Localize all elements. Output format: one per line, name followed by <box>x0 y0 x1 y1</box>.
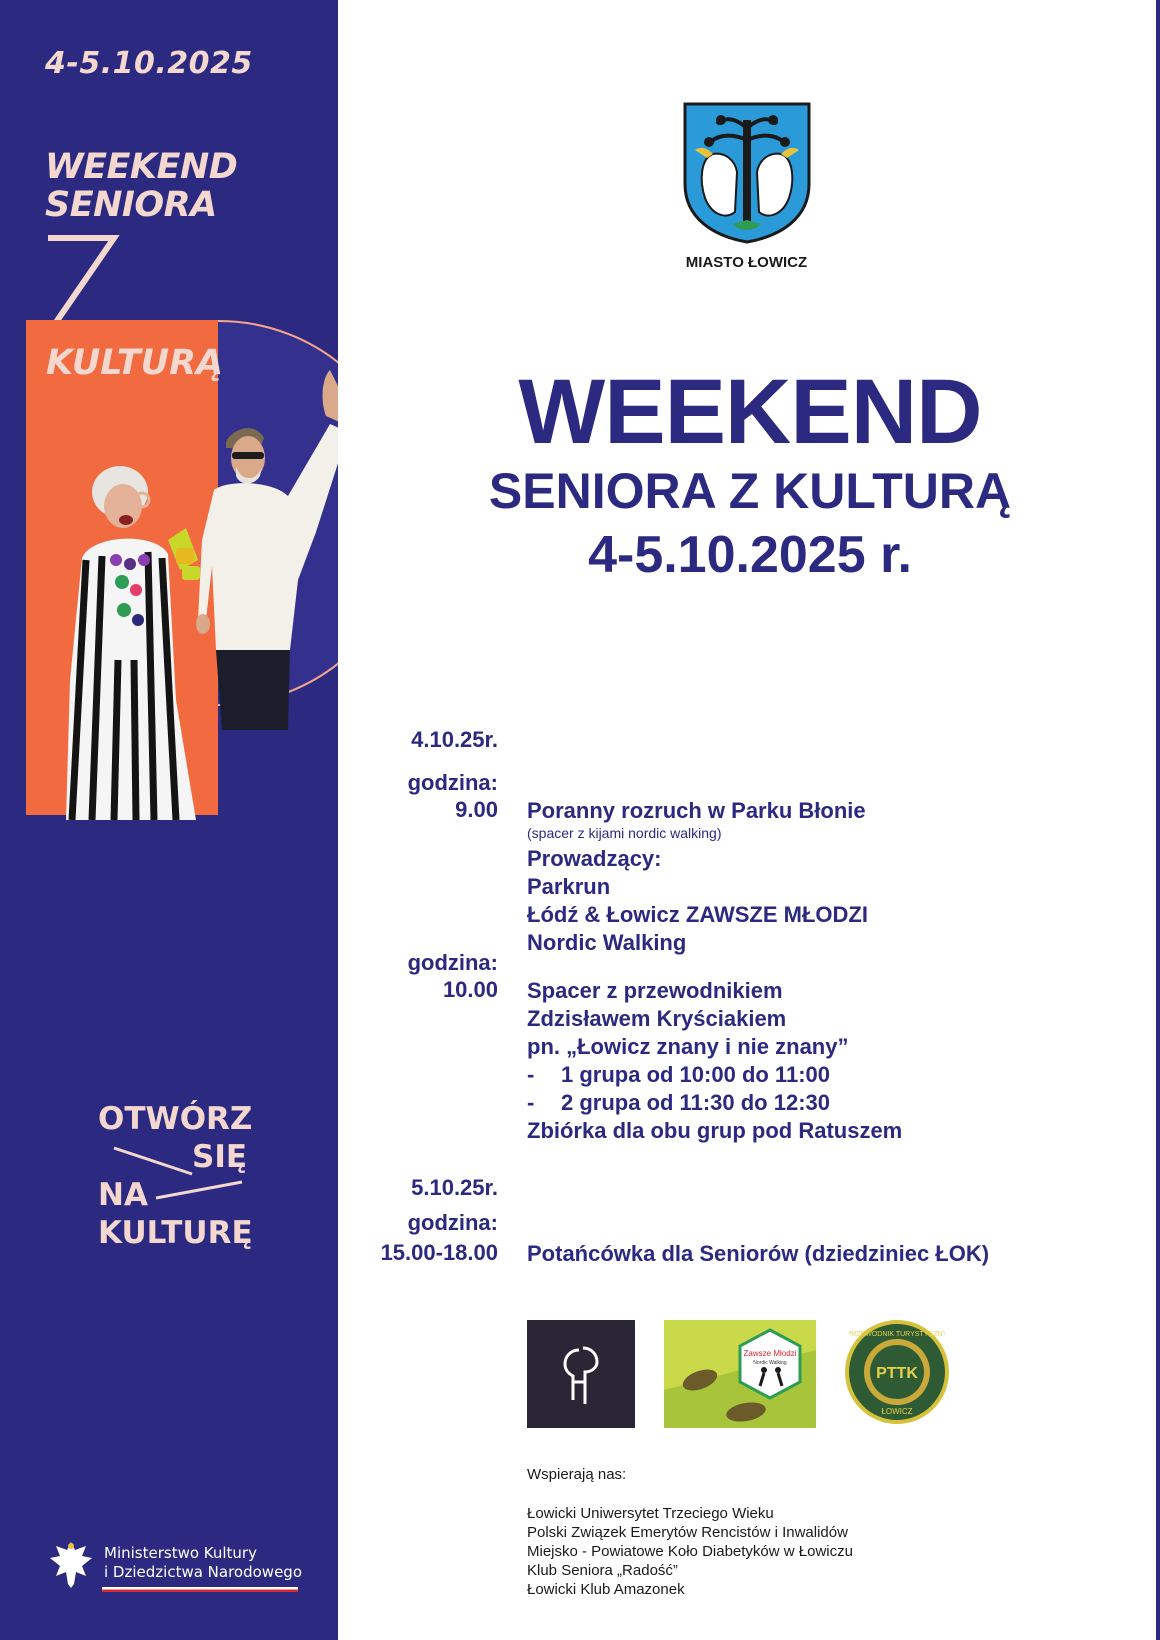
support-item: Łowicki Uniwersytet Trzeciego Wieku <box>527 1505 774 1522</box>
event2-description <box>527 977 902 1145</box>
event2-meeting: Zbiórka dla obu grup pod Ratuszem <box>527 1118 903 1143</box>
support-item: Polski Związek Emerytów Rencistów i Inwalidów <box>527 1524 848 1541</box>
ministry-line-2: i Dziedzictwa Narodowego <box>104 1563 302 1581</box>
hour-label-1: godzina: <box>407 770 498 795</box>
event2-group-2-text: 2 grupa od 11:30 do 12:30 <box>561 1090 830 1115</box>
sidebar-title-kultura: KULTURĄ <box>46 343 224 383</box>
main-title-weekend: WEEKEND <box>518 361 982 463</box>
city-label: MIASTO ŁOWICZ <box>685 254 808 271</box>
lowicz-coat-of-arms <box>683 102 811 244</box>
zawsze-mlodzi-logo <box>664 1320 816 1428</box>
sidebar-date: 4-5.10.2025 <box>45 46 253 81</box>
event2-line-3: pn. „Łowicz znany i nie znany” <box>527 1034 849 1059</box>
cf-partner-logo <box>527 1320 635 1428</box>
ministry-name <box>104 1544 302 1586</box>
eagle-icon <box>46 1538 96 1592</box>
right-edge-bar <box>1156 0 1160 1640</box>
event1-title: Poranny rozruch w Parku Błonie <box>527 798 866 823</box>
event2-line-1: Spacer z przewodnikiem <box>527 978 783 1003</box>
support-item: Miejsko - Powiatowe Koło Diabetyków w Łowiczu <box>527 1543 853 1560</box>
event1-note: (spacer z kijami nordic walking) <box>527 825 722 841</box>
slogan-line-2: SIĘ <box>192 1139 248 1175</box>
woman-figure <box>66 466 200 820</box>
event2-group-2 <box>527 1089 902 1117</box>
sidebar-title-weekend: WEEKEND <box>45 147 238 187</box>
day1-label: 4.10.25r. <box>411 727 498 752</box>
pttk-text: PTTK <box>876 1365 918 1382</box>
dash-marker: - <box>527 1062 535 1087</box>
event2-group-1 <box>527 1061 902 1089</box>
pttk-logo <box>845 1320 949 1424</box>
slogan-line-1: OTWÓRZ <box>98 1101 253 1137</box>
event3-title: Potańcówka dla Seniorów (dziedziniec ŁOK) <box>527 1241 990 1266</box>
nordic-walking-text: Nordic Walking <box>753 1360 787 1366</box>
event1-host-label: Prowadzący: <box>527 846 662 871</box>
day2-label: 5.10.25r. <box>411 1175 498 1200</box>
event1-description <box>527 797 868 957</box>
dash-marker: - <box>527 1090 535 1115</box>
sidebar-title-seniora: SENIORA <box>45 185 217 225</box>
pttk-badge <box>849 1324 945 1420</box>
ministry-line-1: Ministerstwo Kultury <box>104 1544 257 1562</box>
hour-label-3: godzina: <box>407 1210 498 1235</box>
ministry-logo <box>46 1538 302 1592</box>
event1-time: 9.00 <box>455 797 498 822</box>
pttk-city-text: ŁOWICZ <box>881 1407 913 1416</box>
event3-time: 15.00-18.00 <box>380 1240 498 1265</box>
zawsze-mlodzi-graphic <box>664 1320 816 1428</box>
support-item: Klub Seniora „Radość” <box>527 1562 678 1579</box>
support-heading: Wspierają nas: <box>527 1466 627 1483</box>
zawsze-mlodzi-text: Zawsze Młodzi <box>743 1349 797 1358</box>
main-title-seniora: SENIORA Z KULTURĄ <box>488 463 1012 519</box>
support-list <box>527 1504 853 1599</box>
support-item: Łowicki Klub Amazonek <box>527 1581 685 1598</box>
main-title-date: 4-5.10.2025 r. <box>588 526 912 584</box>
cf-logo-mark <box>527 1320 635 1428</box>
event2-line-2: Zdzisławem Kryściakiem <box>527 1006 787 1031</box>
pttk-ring-text: PRZEWODNIK TURYSTYCZNY <box>849 1331 945 1338</box>
flag-stripe <box>102 1587 298 1592</box>
event1-host-1: Parkrun <box>527 874 611 899</box>
man-figure <box>196 370 338 730</box>
slogan-line-3: NA <box>98 1177 148 1213</box>
event2-group-1-text: 1 grupa od 10:00 do 11:00 <box>561 1062 830 1087</box>
slogan-line-4: KULTURĘ <box>98 1215 253 1251</box>
event2-time: 10.00 <box>442 977 498 1002</box>
hour-label-2: godzina: <box>407 950 498 975</box>
event1-host-3: Nordic Walking <box>527 930 687 955</box>
event1-host-2: Łódź & Łowicz ZAWSZE MŁODZI <box>527 902 868 927</box>
